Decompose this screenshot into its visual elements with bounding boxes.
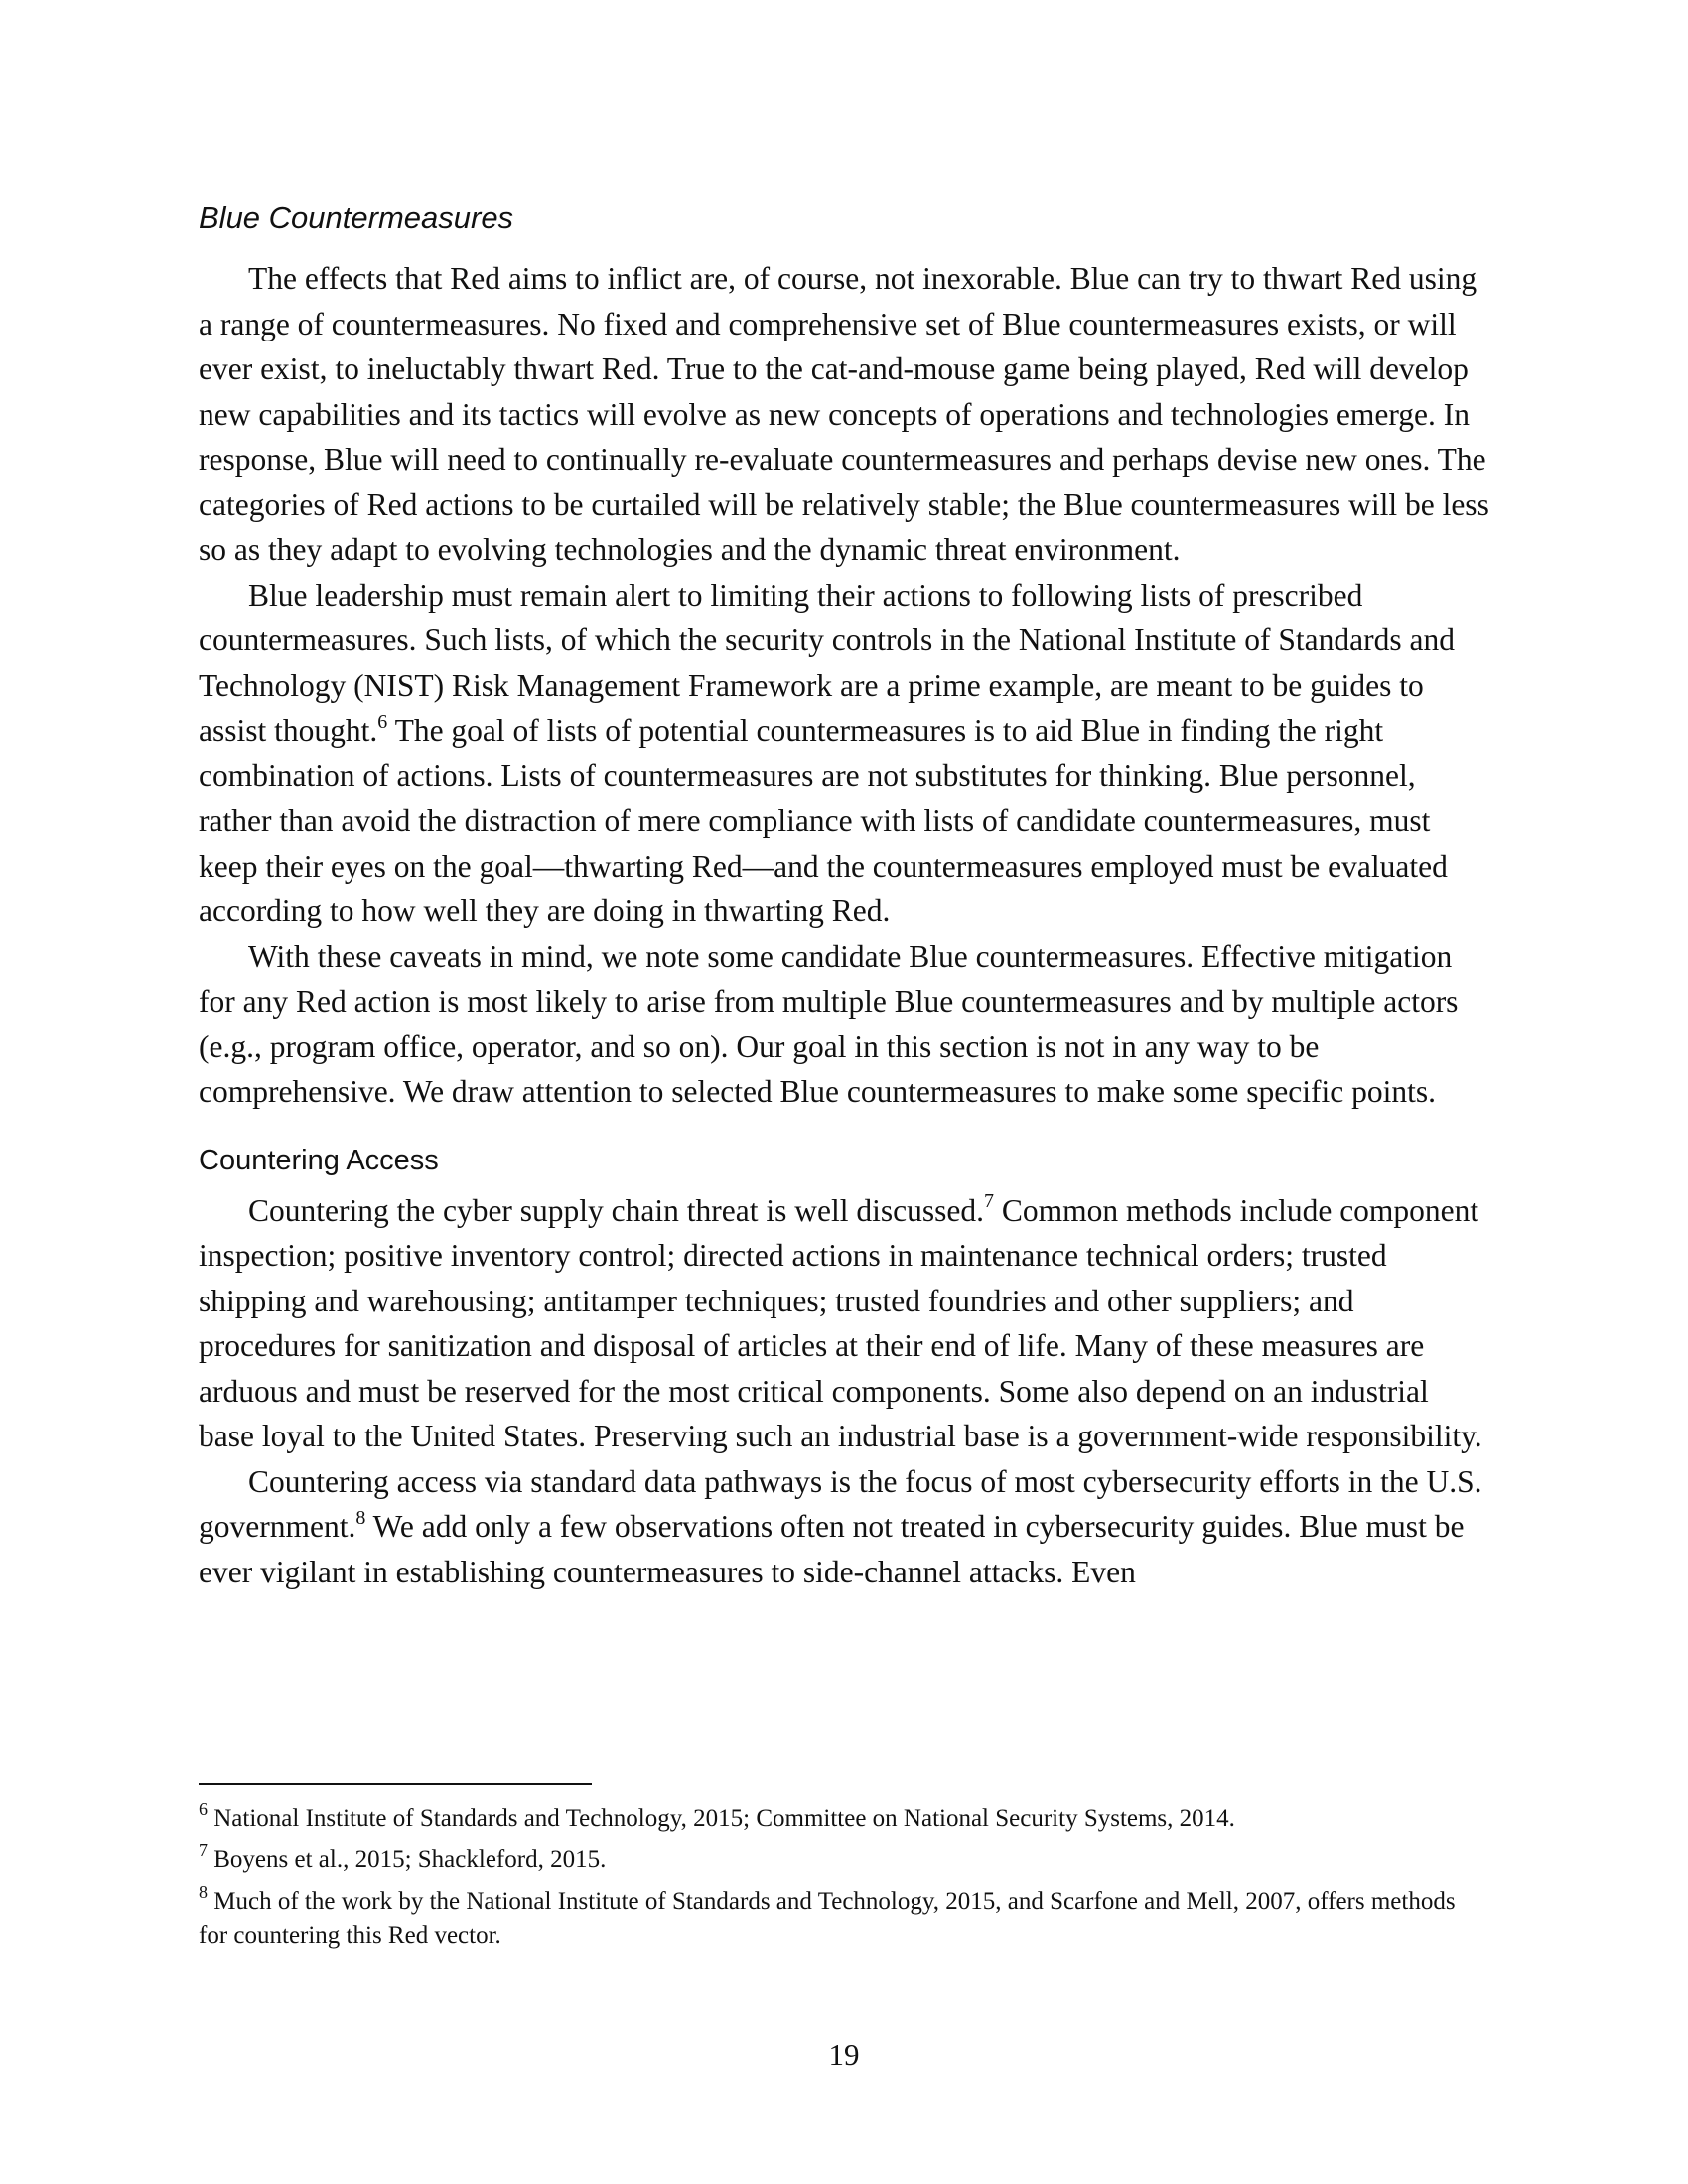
- footnote: [199, 1881, 1489, 1953]
- paragraph-text: Common methods include component inspection; positive inventory control; directed actions in maintenance technical orders; trusted shipping and warehousing; antitamper techniques; trusted foundries and other suppliers; and procedures for sanitization and disposal of articles at their end of life. Many of these measures are arduous and must be reserved for the most critical components. Some also depend on an industrial base loyal to the United States. Preserving such an industrial base is a government-wide responsibility.: [199, 1192, 1482, 1453]
- body-paragraph: With these caveats in mind, we note some candidate Blue countermeasures. Effective mitigation for any Red action is most likely to arise from multiple Blue countermeasures and by multiple actors (e.g., program office, operator, and so on). Our goal in this section is not in any way to be comprehensive. We draw attention to selected Blue countermeasures to make some specific points.: [199, 938, 1459, 1109]
- footnote-reference: 6: [377, 710, 388, 733]
- footnote-number: 7: [199, 1840, 208, 1860]
- paragraph-text: Countering access via standard data pathways is the focus of most cybersecurity efforts in the U.S. government.: [199, 1463, 1482, 1544]
- footnote-text: Much of the work by the National Institute of Standards and Technology, 2015, and Scarfone and Mell, 2007, offers methods for countering this Red vector.: [199, 1888, 1456, 1949]
- body-paragraph: [199, 1188, 1489, 1459]
- footnotes: [199, 1798, 1489, 1961]
- body-paragraph: The effects that Red aims to inflict are, of course, not inexorable. Blue can try to thwart Red using a range of countermeasures. No fixed and comprehensive set of Blue countermeasures exists, or will ever exist, to ineluctably thwart Red. True to the cat-and-mouse game being played, Red will develop new capabilities and its tactics will evolve as new concepts of operations and technologies emerge. In response, Blue will need to continually re-evaluate countermeasures and perhaps devise new ones. The categories of Red actions to be curtailed will be relatively stable; the Blue countermeasures will be less so as they adapt to evolving technologies and the dynamic threat environment.: [199, 261, 1489, 567]
- footnote-reference: 8: [355, 1506, 366, 1529]
- footnote-number: 6: [199, 1798, 208, 1819]
- main-text: [199, 199, 1489, 1594]
- section-heading: Blue Countermeasures: [199, 201, 514, 235]
- footnote-text: Boyens et al., 2015; Shackleford, 2015.: [213, 1846, 607, 1873]
- paragraph-text: We add only a few observations often not treated in cybersecurity guides. Blue must be ever vigilant in establishing countermeasures to side-channel attacks. Even: [199, 1509, 1465, 1589]
- subsection-heading: Countering Access: [199, 1144, 439, 1176]
- footnote-text: National Institute of Standards and Technology, 2015; Committee on National Security Systems, 2014.: [213, 1805, 1235, 1832]
- footnote-divider: [199, 1783, 592, 1785]
- footnote-number: 8: [199, 1881, 208, 1902]
- paragraph-text: Countering the cyber supply chain threat is well discussed.: [248, 1192, 984, 1228]
- body-paragraph: [199, 1459, 1489, 1595]
- footnote: [199, 1840, 1489, 1877]
- paragraph-text: Blue leadership must remain alert to limiting their actions to following lists of prescribed countermeasures. Such lists, of which the security controls in the National Institute of Standards and Technology (NIST) Risk Management Framework are a prime example, are meant to be guides to assist thought.: [199, 577, 1455, 748]
- footnote-reference: 7: [983, 1190, 994, 1212]
- body-paragraph: [199, 573, 1489, 934]
- footnote: [199, 1798, 1489, 1836]
- paragraph-text: The goal of lists of potential countermeasures is to aid Blue in finding the right combination of actions. Lists of countermeasures are not substitutes for thinking. Blue personnel, rather than avoid the distraction of mere compliance with lists of candidate countermeasures, must keep their eyes on the goal—thwarting Red—and the countermeasures employed must be evaluated according to how well they are doing in thwarting Red.: [199, 713, 1448, 928]
- page-number: 19: [828, 2037, 860, 2072]
